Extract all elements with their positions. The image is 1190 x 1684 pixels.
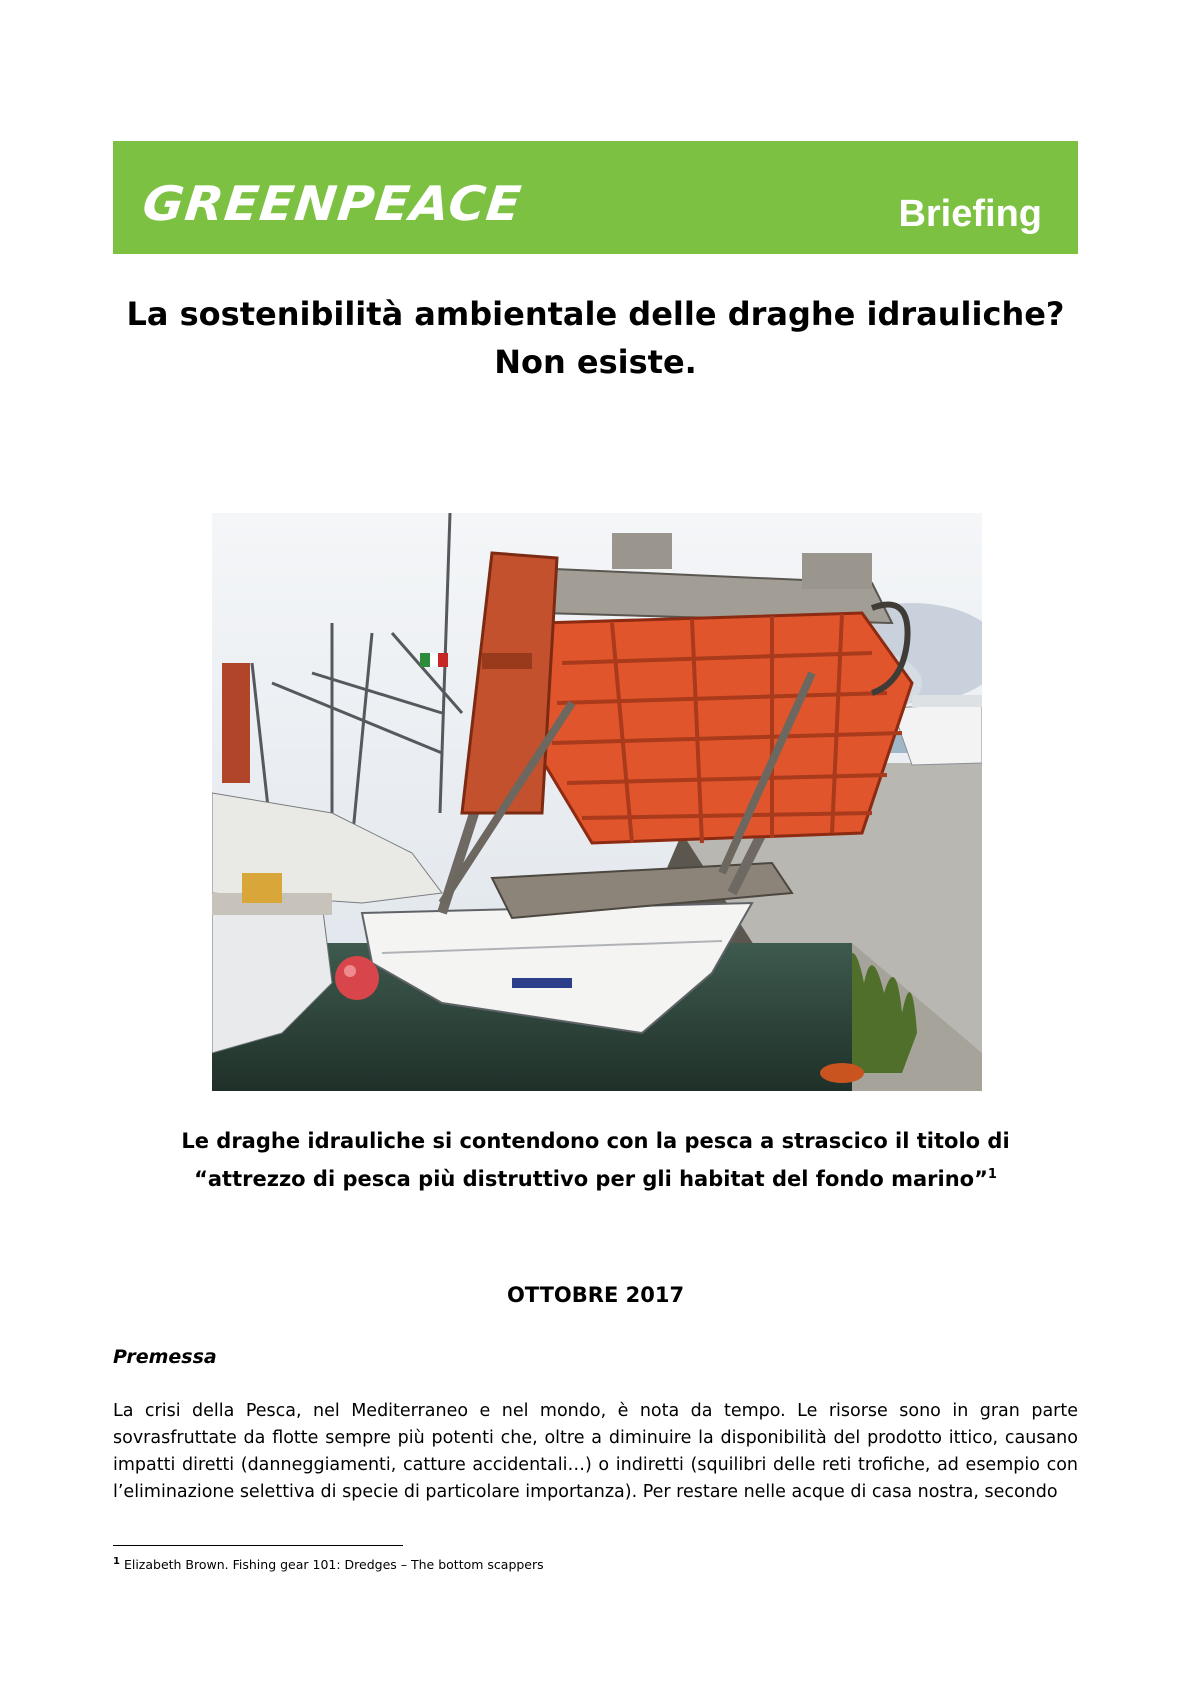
dredge-boat-photo	[212, 513, 982, 1091]
publication-date: OTTOBRE 2017	[506, 1283, 685, 1307]
title-line-2: Non esiste.	[494, 343, 697, 381]
footnote-text: Elizabeth Brown. Fishing gear 101: Dredges – The bottom scappers	[119, 1557, 544, 1573]
header-banner	[113, 141, 1078, 254]
section-heading: Premessa	[113, 1346, 217, 1368]
body-paragraph: La crisi della Pesca, nel Mediterraneo e nel mondo, è nota da tempo. Le risorse sono in gran parte sovrasfruttate da flotte sempre più potenti che, oltre a diminuire la disponibilità del prodotto ittico, causano impatti diretti (danneggiamenti, catture accidentali…) o indiretti (squilibri delle reti trofiche, ad esempio con l’eliminazione selettiva di specie di particolare importanza). Per restare nelle acque di casa nostra, secondo	[113, 1401, 1078, 1502]
footnote	[113, 1556, 544, 1572]
footnote-divider	[113, 1545, 403, 1546]
document-title	[113, 290, 1078, 386]
footnote-number: 1	[113, 1556, 120, 1567]
briefing-label: Briefing	[898, 193, 1042, 235]
caption-line-2	[113, 1158, 1078, 1196]
caption-footnote-ref[interactable]: 1	[987, 1167, 997, 1182]
caption-line-2-text: “attrezzo di pesca più distruttivo per gli habitat del fondo marino”	[194, 1167, 988, 1191]
greenpeace-logo: GREENPEACE	[140, 176, 525, 232]
caption-line-1: Le draghe idrauliche si contendono con la pesca a strascico il titolo di	[181, 1129, 1010, 1153]
title-line-1: La sostenibilità ambientale delle draghe idrauliche?	[126, 295, 1065, 333]
photo-caption	[113, 1124, 1078, 1196]
